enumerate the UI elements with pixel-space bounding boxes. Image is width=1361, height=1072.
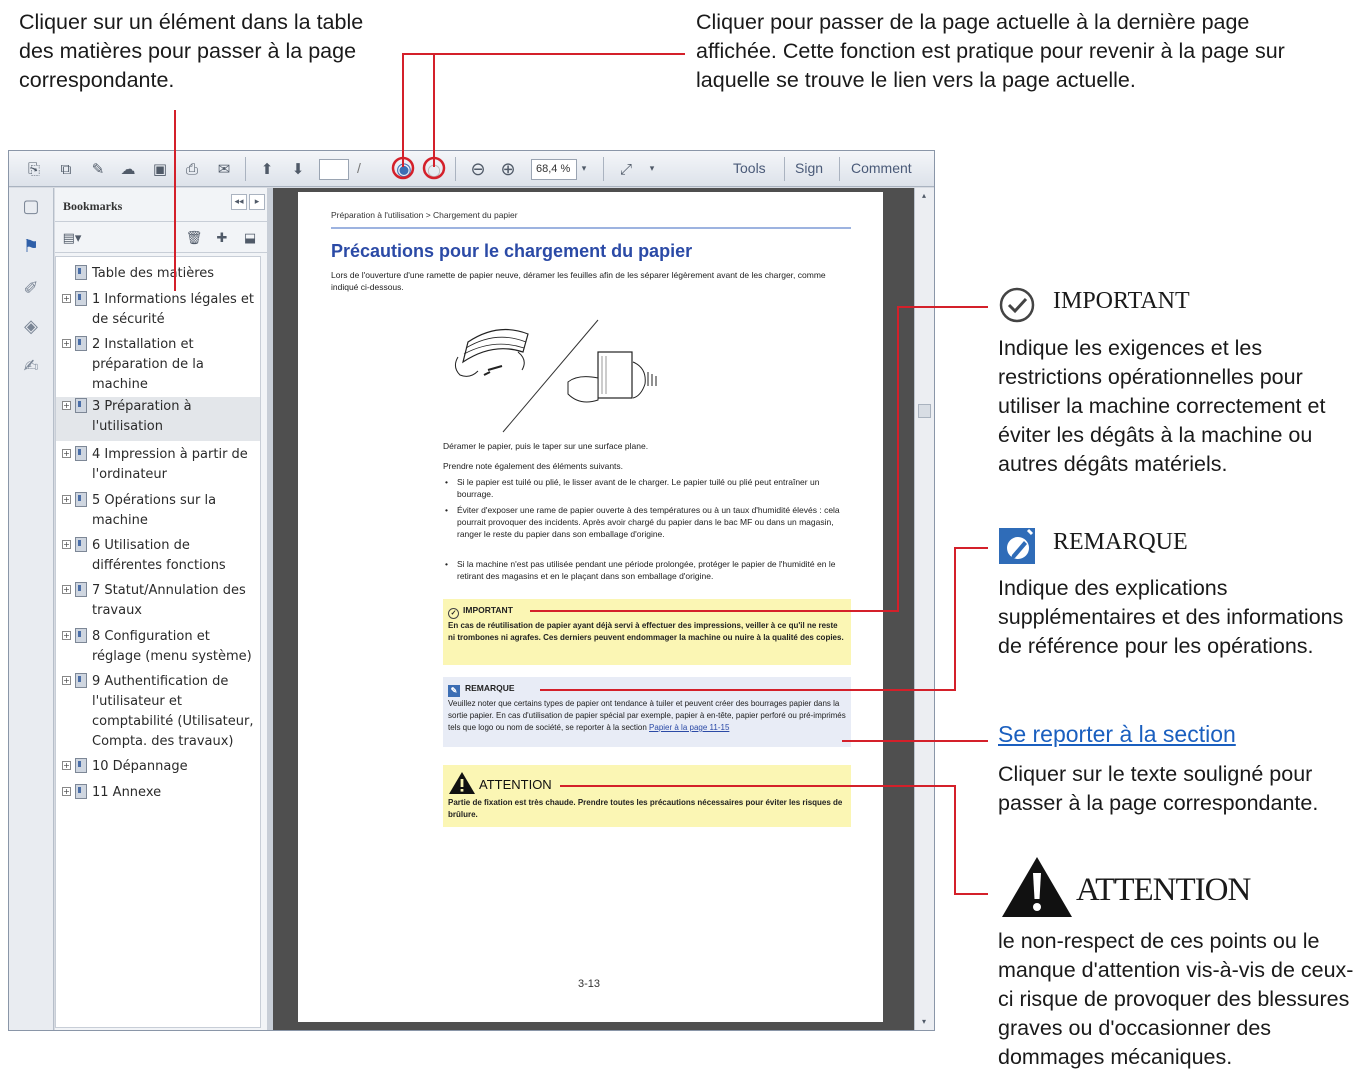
expand-icon[interactable]: +: [63, 449, 70, 458]
bookmarks-panel: [55, 188, 267, 1030]
callout-toc-text: Cliquer sur un élément dans la table des matières pour passer à la page correspondante.: [19, 10, 364, 92]
bookmark-item[interactable]: [56, 290, 260, 332]
bookmark-item[interactable]: [56, 581, 260, 623]
save-icon[interactable]: ▣: [152, 160, 168, 178]
bookmark-icon: [75, 758, 87, 773]
navigation-rail: [9, 188, 54, 1030]
scroll-up-icon[interactable]: ▴: [921, 190, 926, 200]
important-heading: [448, 605, 513, 619]
check-circle-icon: ✓: [448, 608, 459, 619]
email-icon[interactable]: ✉: [217, 160, 231, 178]
bullet-item: • Si le papier est tuilé ou plié, le lisser avant de le charger. Le papier tuilé ou plié peut entraîner un bourrage.: [443, 476, 843, 500]
fanning-paper-illustration: [448, 312, 678, 437]
expand-icon[interactable]: +: [63, 761, 70, 770]
bookmark-icon: [75, 492, 87, 507]
toolbar-separator: [603, 157, 604, 181]
toolbar-separator: [784, 157, 785, 181]
page-breadcrumb: Préparation à l'utilisation > Chargement du papier: [331, 210, 518, 220]
bookmarks-tree: [55, 256, 261, 1028]
page-title: Précautions pour le chargement du papier: [331, 241, 693, 261]
legend-attention-text: le non-respect de ces points ou le manque d'attention vis-à-vis de ceux-ci risque de provoquer des blessures graves ou d'occasionner des dommages mécaniques.: [998, 929, 1354, 1069]
previous-page-icon[interactable]: ⬆: [260, 160, 274, 178]
expand-icon[interactable]: +: [63, 787, 70, 796]
bookmark-item-selected[interactable]: [56, 397, 260, 441]
bookmark-icon: [75, 336, 87, 351]
page-separator: /: [357, 160, 361, 176]
important-body: En cas de réutilisation de papier ayant déjà servi à effectuer des impressions, veiller à ce qu'il ne reste ni trombones ni agrafes. Ces derniers peuvent endommager la machine ou nuire à la qualité des copies.: [448, 621, 844, 642]
expand-panel-icon[interactable]: ▸: [249, 194, 265, 210]
expand-icon[interactable]: +: [63, 339, 70, 348]
bookmark-item[interactable]: [56, 672, 260, 754]
note-pen-icon: [998, 527, 1036, 565]
scroll-down-icon[interactable]: ▾: [921, 1016, 926, 1026]
vertical-scrollbar[interactable]: [914, 188, 934, 1030]
bullet-item: • Si la machine n'est pas utilisée pendant une période prolongée, protéger le papier de l'humidité en le retirant des magasins et en le plaçant dans son emballage d'origine.: [443, 558, 843, 582]
expand-icon[interactable]: +: [63, 540, 70, 549]
expand-icon[interactable]: +: [63, 676, 70, 685]
remarque-heading-label: REMARQUE: [465, 683, 515, 693]
bookmark-icon: [75, 537, 87, 552]
bookmark-icon: [75, 291, 87, 306]
bookmark-item[interactable]: [56, 536, 260, 578]
zoom-input[interactable]: 68,4 %: [531, 159, 577, 180]
edit-pdf-icon[interactable]: ✎: [91, 160, 105, 178]
toolbar-separator: [245, 157, 246, 181]
tools-pane-button[interactable]: Tools: [733, 160, 766, 176]
warning-triangle-icon: [1000, 855, 1074, 919]
note-pen-icon: ✎: [448, 685, 460, 697]
cross-reference-link[interactable]: Papier à la page 11-15: [649, 723, 730, 732]
page-header-rule: [331, 227, 851, 229]
fit-dropdown-icon[interactable]: ▾: [649, 164, 655, 174]
bookmark-label: 4 Impression à partir de l'ordinateur: [92, 447, 248, 482]
fit-page-icon[interactable]: ⤢: [619, 160, 632, 178]
bookmark-label: Table des matières: [92, 266, 215, 281]
bookmark-item[interactable]: [56, 627, 260, 669]
toolbar-separator: [455, 157, 456, 181]
check-circle-icon: [998, 286, 1036, 324]
bookmark-label: 3 Préparation à l'utilisation: [92, 399, 192, 434]
bookmark-item[interactable]: [56, 757, 260, 779]
bookmark-label: 10 Dépannage: [92, 759, 188, 774]
bookmark-icon: [75, 784, 87, 799]
attention-box: [443, 765, 851, 827]
signatures-icon[interactable]: ✍: [23, 355, 39, 377]
expand-icon[interactable]: +: [63, 294, 70, 303]
bookmark-options-icon[interactable]: ▤▾: [62, 230, 82, 246]
delete-bookmark-icon[interactable]: 🗑: [185, 230, 203, 246]
legend-link-text: Cliquer sur le texte souligné pour passer à la page correspondante.: [998, 762, 1319, 815]
toolbar: [9, 151, 934, 187]
zoom-in-icon[interactable]: ⊕: [500, 158, 516, 180]
bookmark-item[interactable]: [56, 445, 260, 487]
bookmarks-icon[interactable]: ⚑: [22, 235, 40, 257]
next-page-icon[interactable]: ⬇: [291, 160, 305, 178]
callout-previous-view-text: Cliquer pour passer de la page actuelle à la dernière page affichée. Cette fonction est pratique pour revenir à la page sur laquelle se trouve le lien vers la page actuelle.: [696, 10, 1285, 92]
figure-caption: Déramer le papier, puis le taper sur une surface plane.: [443, 441, 649, 451]
remarque-heading: [448, 683, 515, 697]
page-thumbnails-icon[interactable]: ▢: [22, 195, 40, 217]
expand-icon[interactable]: +: [63, 401, 70, 410]
bookmark-label: 11 Annexe: [92, 785, 162, 800]
warning-triangle-icon: [448, 771, 476, 795]
create-pdf-icon[interactable]: ⎘: [27, 160, 40, 178]
pdf-page: [298, 192, 883, 1022]
collapse-panel-icon[interactable]: ◂◂: [231, 194, 247, 210]
page-intro: Lors de l'ouverture d'une ramette de papier neuve, déramer les feuilles afin de les séparer légèrement avant de les charger, comme indiqué ci-dessous.: [331, 270, 826, 292]
bookmark-label: 5 Opérations sur la machine: [92, 493, 217, 528]
legend-attention-title: ATTENTION: [1076, 872, 1251, 908]
bookmark-item[interactable]: [56, 783, 260, 805]
scrollbar-thumb[interactable]: [918, 404, 931, 418]
bookmark-item[interactable]: [56, 335, 260, 397]
expand-icon[interactable]: +: [63, 631, 70, 640]
bookmark-label: 6 Utilisation de différentes fonctions: [92, 538, 226, 573]
bookmark-item[interactable]: [56, 491, 260, 533]
page-number: 3-13: [578, 978, 601, 990]
important-box: [443, 599, 851, 665]
bullet-item: • Éviter d'exposer une rame de papier ouverte à des températures ou à un taux d'humidité élevés : cela pourrait provoquer des incidents. Après avoir chargé du papier dans le bac MF ou dans un magasin, ranger le reste du papier dans son emballage d'origine.: [443, 504, 843, 540]
upload-cloud-icon[interactable]: ☁: [120, 160, 136, 178]
legend-link-example[interactable]: Se reporter à la section: [998, 721, 1236, 747]
bookmark-label: 1 Informations légales et de sécurité: [92, 292, 254, 327]
print-icon[interactable]: ⎙: [185, 160, 198, 178]
bookmark-label: 9 Authentification de l'utilisateur et comptabilité (Utilisateur, Compta. des travaux): [92, 674, 254, 749]
remarque-box: [443, 677, 851, 747]
expand-icon[interactable]: +: [63, 585, 70, 594]
comment-pane-button[interactable]: Comment: [851, 160, 912, 176]
new-bookmark-icon[interactable]: ✚: [216, 230, 228, 246]
attachments-icon[interactable]: ✐: [23, 277, 39, 299]
bookmark-icon: [75, 446, 87, 461]
bookmark-icon: [75, 398, 87, 413]
bookmark-icon: [75, 265, 87, 280]
remarque-body: [448, 698, 846, 734]
notes-intro: Prendre note également des éléments suivants.: [443, 461, 624, 471]
layers-icon[interactable]: ◈: [24, 315, 38, 337]
page-number-input[interactable]: [319, 159, 349, 180]
bookmarks-title: Bookmarks: [63, 199, 123, 213]
attention-body: Partie de fixation est très chaude. Prendre toutes les précautions nécessaires pour éviter les risques de brûlure.: [448, 798, 843, 819]
bookmark-icon: [75, 628, 87, 643]
bookmark-icon: [75, 582, 87, 597]
attention-heading: ATTENTION: [479, 777, 552, 792]
toolbar-separator: [839, 157, 840, 181]
sign-pane-button[interactable]: Sign: [795, 160, 824, 176]
bookmarks-toolbar: [55, 223, 267, 253]
bookmark-label: 7 Statut/Annulation des travaux: [92, 583, 246, 618]
important-heading-label: IMPORTANT: [463, 605, 513, 615]
combine-files-icon[interactable]: ⧉: [60, 160, 72, 178]
legend-remarque-text: Indique des explications supplémentaires et des informations de référence pour les opérations.: [998, 576, 1344, 658]
bookmark-label: 2 Installation et préparation de la machine: [92, 337, 204, 392]
legend-important-text: Indique les exigences et les restrictions opérationnelles pour utiliser la machine correctement et éviter les dégâts à la machine ou autres dégâts matériels.: [998, 336, 1326, 476]
previous-view-icon[interactable]: ◉: [396, 158, 412, 180]
expand-icon[interactable]: +: [63, 495, 70, 504]
bookmarks-header: [55, 188, 267, 222]
zoom-out-icon[interactable]: ⊖: [470, 158, 486, 180]
legend-important-title: IMPORTANT: [1053, 288, 1190, 314]
remarque-body-text: Veuillez noter que certains types de papier ont tendance à tuiler et peuvent créer des bourrages papier dans la sortie papier. En cas d'utilisation de papier spécial par exemple, papier à en-tête, papier perforé ou pré-imprimés tels que logo ou nom de société, se reporter à la section: [448, 699, 846, 732]
bookmark-icon: [75, 673, 87, 688]
bookmark-label: 8 Configuration et réglage (menu système): [92, 629, 252, 664]
legend-remarque-title: REMARQUE: [1053, 529, 1188, 555]
zoom-dropdown-icon[interactable]: ▾: [581, 164, 587, 174]
bookmark-item[interactable]: [56, 264, 260, 286]
next-view-icon[interactable]: ○: [427, 159, 441, 179]
expand-bookmark-icon[interactable]: ⬓: [243, 230, 257, 246]
